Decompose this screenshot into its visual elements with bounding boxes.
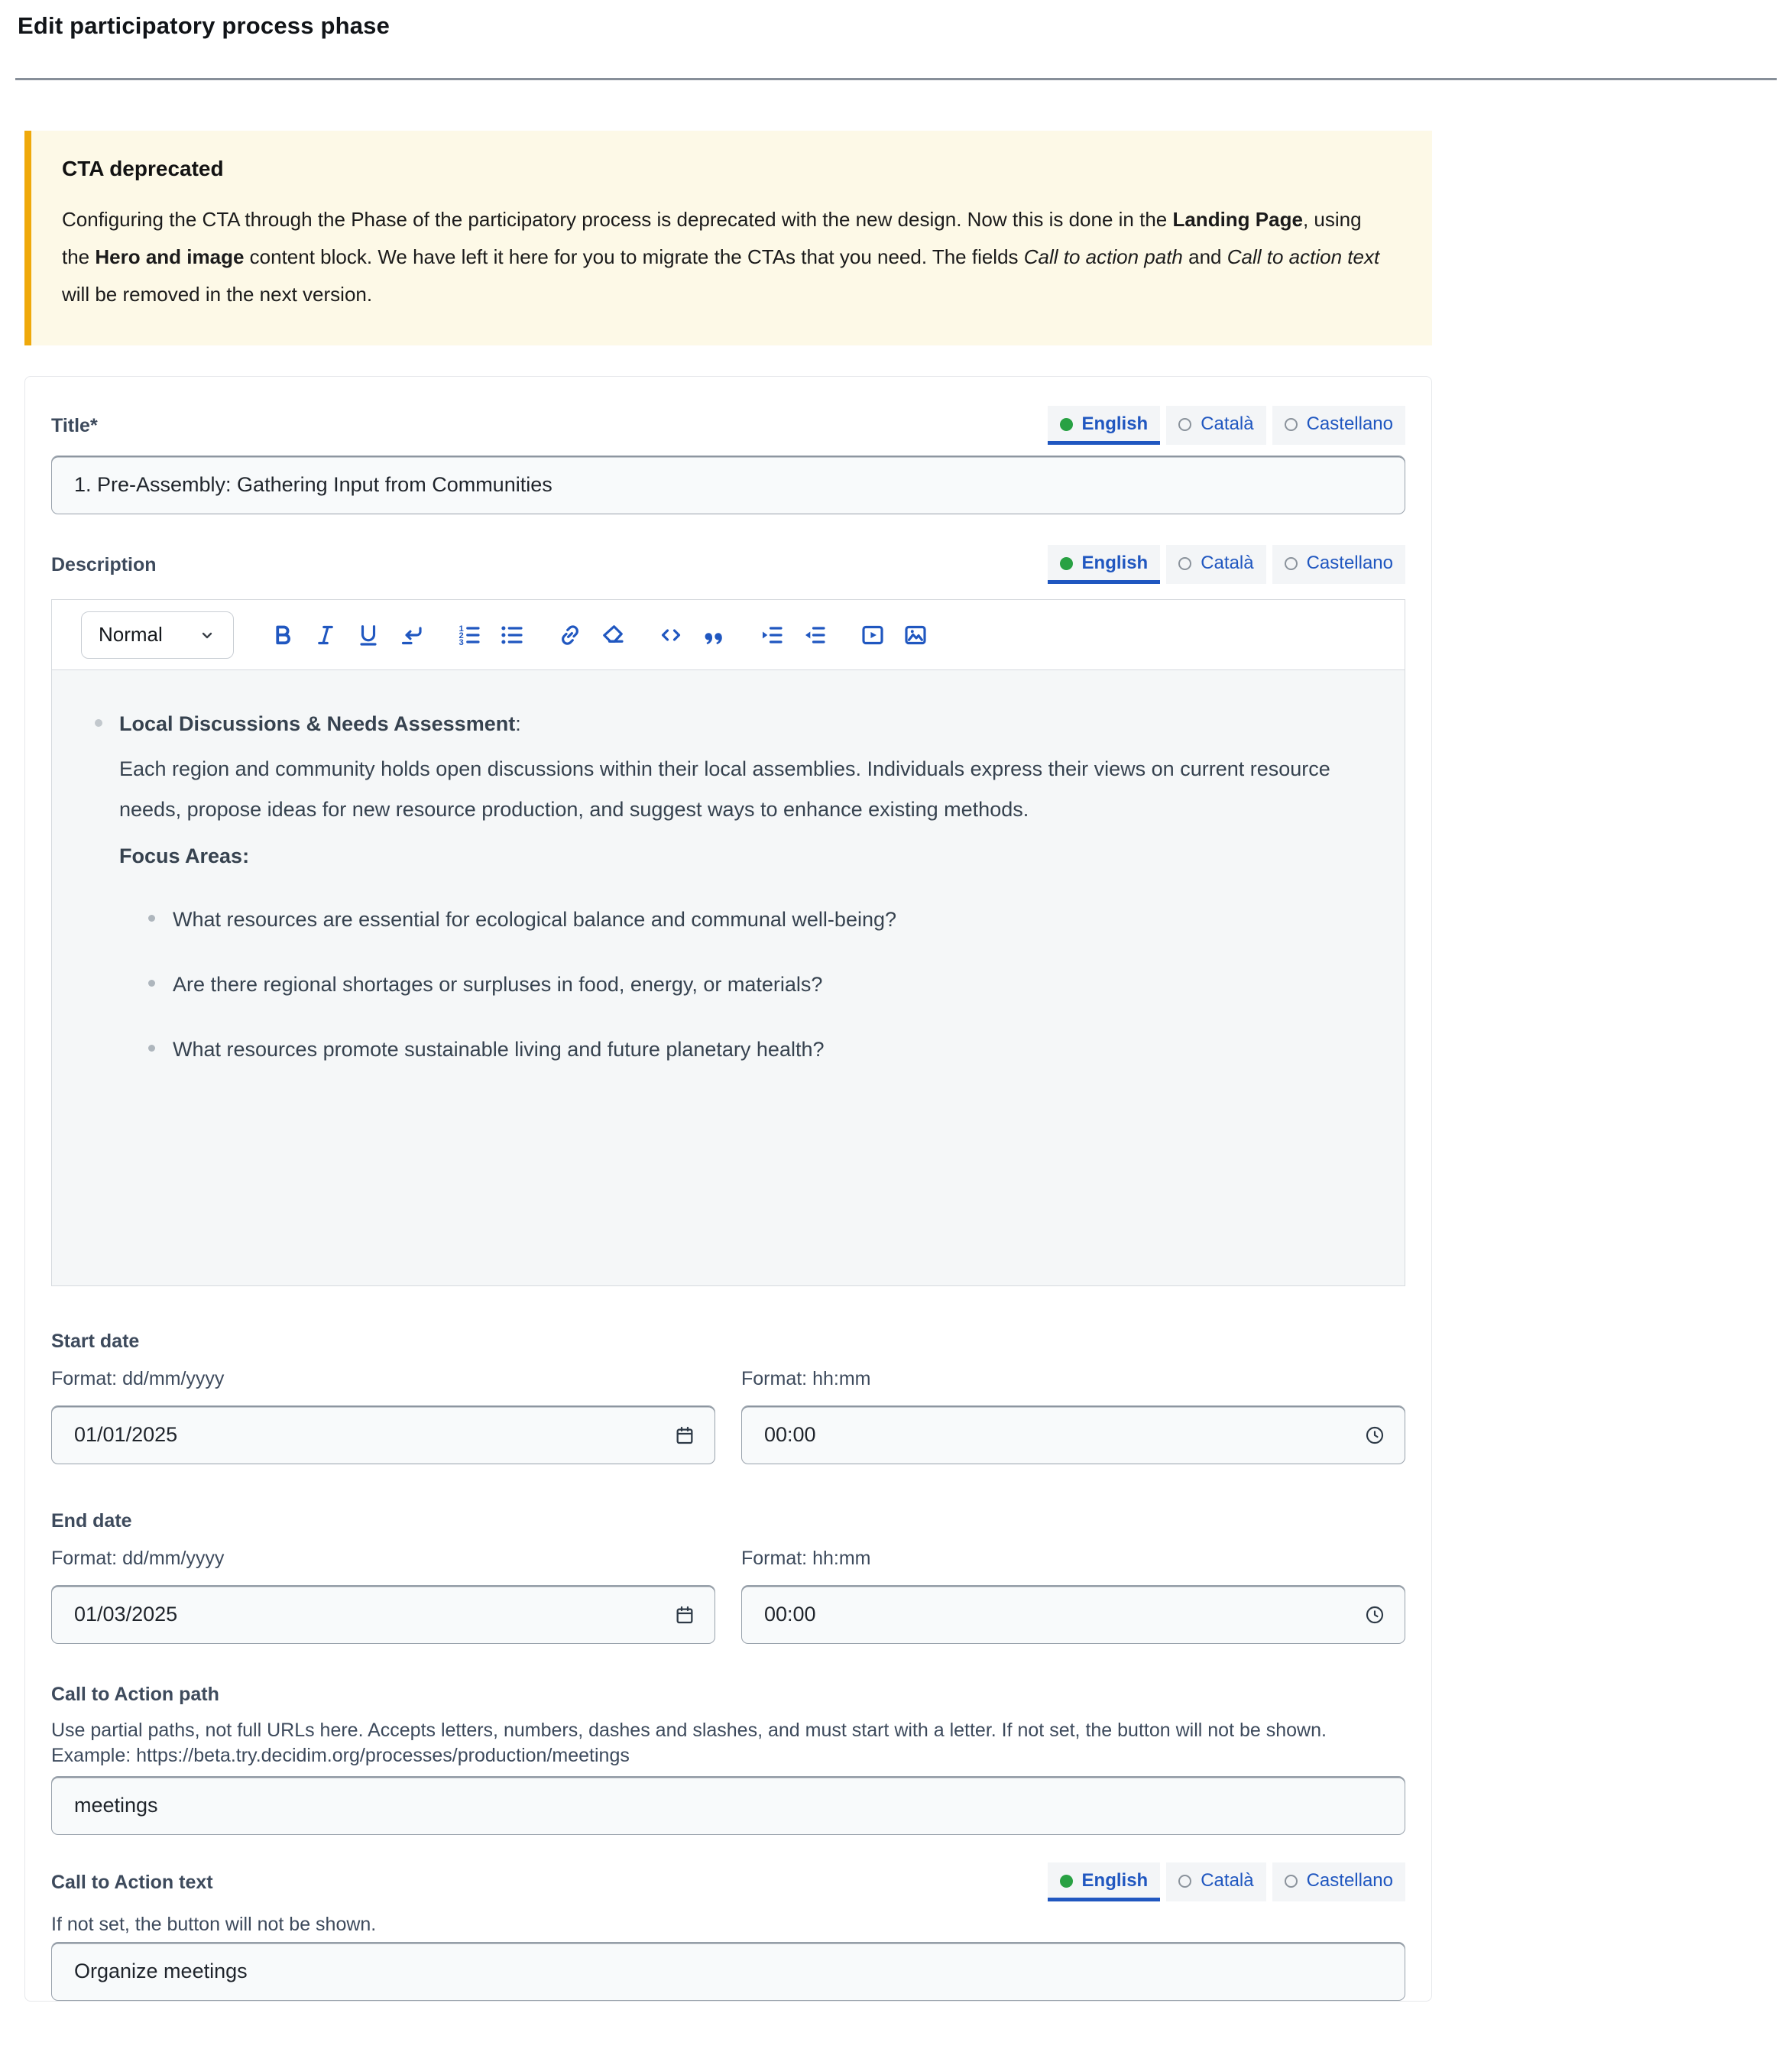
callout-body (62, 201, 1392, 313)
callout-italic-cta-text: Call to action text (1227, 245, 1380, 268)
cta-path-help (51, 1718, 1405, 1768)
language-tab-label: Castellano (1306, 1870, 1393, 1891)
code-icon[interactable] (656, 620, 686, 650)
end-time-input[interactable] (741, 1585, 1405, 1644)
radio-filled-icon (1060, 1875, 1073, 1888)
callout-bold-landing-page: Landing Page (1172, 208, 1303, 231)
date-format-hint: Format: dd/mm/yyyy (51, 1548, 225, 1569)
language-tab-label: Català (1201, 553, 1254, 573)
callout-text: Configuring the CTA through the Phase of the participatory process is deprecated with the new design. Now this is done in the (62, 208, 1173, 231)
time-format-hint: Format: hh:mm (741, 1368, 871, 1389)
editor-content-area[interactable] (52, 670, 1405, 1285)
paragraph-style-select[interactable] (81, 611, 234, 659)
title-input[interactable] (51, 455, 1405, 514)
start-date-input[interactable] (51, 1405, 715, 1464)
radio-filled-icon (1060, 418, 1073, 431)
bullet-dot-icon (148, 980, 155, 987)
start-date-format-row (51, 1368, 1405, 1390)
language-tab-label: Castellano (1306, 553, 1393, 573)
language-tab-label: English (1081, 1870, 1149, 1891)
radio-empty-icon (1285, 1875, 1298, 1888)
callout-title: CTA deprecated (62, 157, 224, 180)
cta-path-example: Example: https://beta.try.decidim.org/processes/production/meetings (51, 1745, 630, 1766)
radio-empty-icon (1178, 418, 1191, 431)
cta-text-label: Call to Action text (51, 1872, 213, 1893)
callout-text: will be removed in the next version. (62, 283, 373, 306)
underline-icon[interactable] (353, 620, 384, 650)
cta-text-language-tabs (1048, 1862, 1405, 1901)
cta-text-input[interactable] (51, 1942, 1405, 2001)
callout-text: and (1182, 245, 1227, 268)
language-tab-catala[interactable] (1166, 406, 1265, 445)
cta-deprecated-callout (24, 131, 1432, 345)
callout-bold-hero-and-image: Hero and image (95, 245, 245, 268)
radio-empty-icon (1178, 1875, 1191, 1888)
sub-bullet-text: What resources are essential for ecological balance and communal well-being? (173, 908, 897, 931)
cta-path-input[interactable] (51, 1776, 1405, 1835)
list-item (148, 904, 1377, 935)
toolbar-group (757, 620, 830, 650)
editor-item-title-bold: Local Discussions & Needs Assessment (119, 712, 516, 735)
cta-text-help: If not set, the button will not be shown. (51, 1914, 377, 1935)
sub-bullet-text: Are there regional shortages or surpluses in food, energy, or materials? (173, 973, 823, 996)
language-tab-castellano[interactable] (1272, 545, 1405, 584)
end-date-input-wrap (51, 1585, 715, 1644)
language-tab-english[interactable] (1048, 1862, 1161, 1901)
outdent-icon[interactable] (799, 620, 830, 650)
video-icon[interactable] (857, 620, 888, 650)
bullet-dot-icon (95, 719, 102, 727)
end-date-inputs-row (51, 1585, 1405, 1644)
link-icon[interactable] (555, 620, 585, 650)
image-icon[interactable] (900, 620, 931, 650)
toolbar-group (857, 620, 931, 650)
italic-icon[interactable] (310, 620, 341, 650)
radio-empty-icon (1285, 418, 1298, 431)
cta-path-label: Call to Action path (51, 1684, 219, 1705)
clock-icon[interactable] (1363, 1423, 1387, 1447)
bullet-dot-icon (148, 1045, 155, 1052)
bullet-dot-icon (148, 915, 155, 922)
bold-icon[interactable] (267, 620, 298, 650)
radio-empty-icon (1285, 557, 1298, 570)
title-label: Title* (51, 415, 98, 436)
description-rich-text-editor (51, 599, 1405, 1286)
toolbar-group (656, 620, 729, 650)
language-tab-label: English (1081, 553, 1149, 573)
description-field-header (51, 545, 1405, 584)
callout-text: content block. We have left it here for you to migrate the CTAs that you need. The fields (244, 245, 1024, 268)
editor-paragraph: Each region and community holds open discussions within their local assemblies. Individuals express their views on current resource needs, propose ideas for new resource production, and suggest ways to enhance existing methods. (119, 757, 1330, 821)
end-date-format-row (51, 1548, 1405, 1570)
language-tab-label: Català (1201, 1870, 1254, 1891)
start-time-input[interactable] (741, 1405, 1405, 1464)
editor-toolbar (52, 600, 1405, 670)
list-item (95, 705, 1377, 1065)
description-label: Description (51, 554, 157, 575)
language-tab-english[interactable] (1048, 545, 1161, 584)
line-break-icon[interactable] (396, 620, 426, 650)
callout-italic-cta-path: Call to action path (1023, 245, 1183, 268)
editor-item-title (119, 705, 1377, 743)
title-language-tabs (1048, 406, 1405, 445)
blockquote-icon[interactable] (698, 620, 729, 650)
end-date-label: End date (51, 1510, 132, 1532)
ordered-list-icon[interactable] (454, 620, 484, 650)
title-field-header (51, 406, 1405, 445)
time-format-hint: Format: hh:mm (741, 1548, 871, 1569)
bullet-list-icon[interactable] (497, 620, 527, 650)
end-date-input[interactable] (51, 1585, 715, 1644)
radio-empty-icon (1178, 557, 1191, 570)
language-tab-label: Castellano (1306, 413, 1393, 434)
chevron-down-icon (198, 626, 216, 644)
paragraph-style-value: Normal (99, 623, 163, 646)
toolbar-group (454, 620, 527, 650)
clock-icon[interactable] (1363, 1603, 1387, 1627)
language-tab-castellano[interactable] (1272, 406, 1405, 445)
end-time-input-wrap (741, 1585, 1405, 1644)
start-date-inputs-row (51, 1405, 1405, 1464)
language-tab-catala[interactable] (1166, 545, 1265, 584)
description-language-tabs (1048, 545, 1405, 584)
radio-filled-icon (1060, 557, 1073, 570)
sub-bullet-text: What resources promote sustainable living and future planetary health? (173, 1038, 825, 1061)
editor-focus-areas-label: Focus Areas: (119, 844, 250, 867)
toolbar-group (267, 620, 426, 650)
start-time-input-wrap (741, 1405, 1405, 1464)
language-tab-catala[interactable] (1166, 1862, 1265, 1901)
header-divider (15, 78, 1777, 80)
date-format-hint: Format: dd/mm/yyyy (51, 1368, 225, 1389)
editor-sub-list (119, 904, 1377, 1065)
callout-text: , using the (62, 208, 1362, 268)
svg-text:3: 3 (459, 637, 464, 647)
calendar-icon[interactable] (672, 1423, 697, 1447)
start-date-input-wrap (51, 1405, 715, 1464)
svg-text:2: 2 (459, 631, 464, 640)
svg-text:1: 1 (459, 624, 464, 634)
toolbar-group (555, 620, 628, 650)
language-tab-castellano[interactable] (1272, 1862, 1405, 1901)
cta-path-help-text: Use partial paths, not full URLs here. Accepts letters, numbers, dashes and slashes, and must start with a letter. If not set, the button will not be shown. (51, 1720, 1327, 1741)
clear-format-icon[interactable] (598, 620, 628, 650)
language-tab-english[interactable] (1048, 406, 1161, 445)
language-tab-label: Català (1201, 413, 1254, 434)
start-date-label: Start date (51, 1331, 140, 1352)
cta-text-field-header (51, 1862, 1405, 1901)
toolbar-icon-groups (267, 620, 931, 650)
phase-form-card (24, 376, 1432, 2002)
list-item (148, 969, 1377, 1000)
editor-item-title-colon: : (515, 712, 521, 735)
indent-icon[interactable] (757, 620, 787, 650)
calendar-icon[interactable] (672, 1603, 697, 1627)
page-title: Edit participatory process phase (18, 12, 390, 39)
language-tab-label: English (1081, 413, 1149, 434)
list-item (148, 1034, 1377, 1065)
